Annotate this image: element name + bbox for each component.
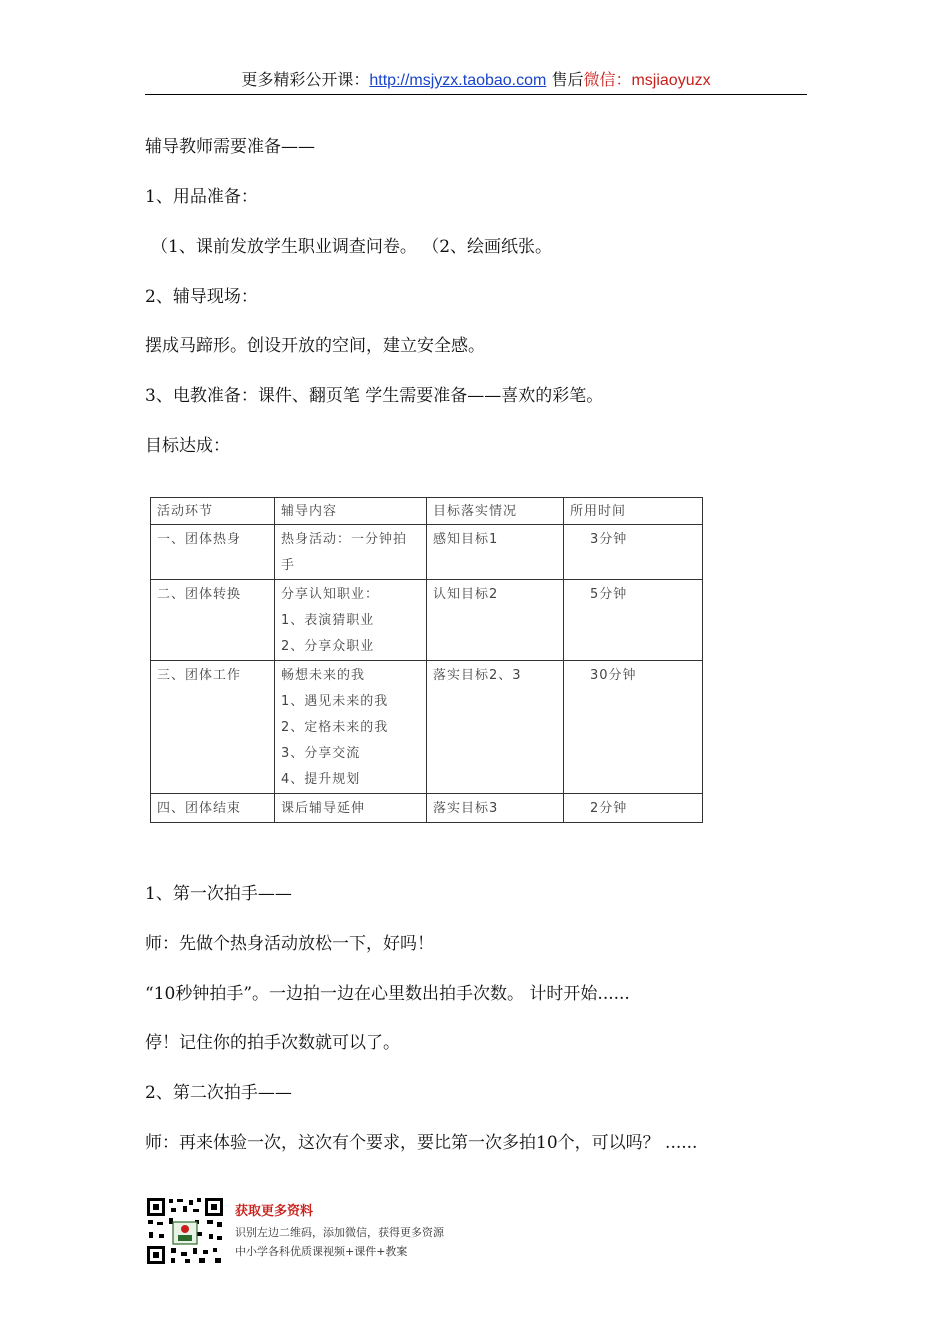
content-line: 1、遇见未来的我 xyxy=(281,694,389,709)
table-row xyxy=(151,661,703,794)
stage-cell: 一、团体热身 xyxy=(151,525,275,580)
venue-heading: 2、辅导现场： xyxy=(145,287,258,307)
goal-cell: 落实目标2、3 xyxy=(427,661,564,794)
shop-link[interactable]: http://msjyzx.taobao.com xyxy=(369,72,547,89)
header-cell: 辅导内容 xyxy=(275,498,427,525)
goal-cell: 落实目标3 xyxy=(427,794,564,823)
page-header xyxy=(145,66,807,95)
header-prefix: 更多精彩公开课： xyxy=(241,70,370,89)
venue-detail: 摆成马蹄形。创设开放的空间，建立安全感。 xyxy=(145,336,485,356)
footer-promo xyxy=(145,1196,565,1266)
content-cell xyxy=(275,525,427,580)
time-cell: 3分钟 xyxy=(564,525,703,580)
content-line: 课后辅导延伸 xyxy=(281,801,366,816)
content-line: 4、提升规划 xyxy=(281,772,361,787)
activity-table xyxy=(150,497,703,823)
content-line: 畅想未来的我 xyxy=(281,668,366,683)
stop-line: 停！记住你的拍手次数就可以了。 xyxy=(145,1033,400,1053)
content-line: 1、表演猜职业 xyxy=(281,613,375,628)
time-cell: 30分钟 xyxy=(564,661,703,794)
footer-line-2: 中小学各科优质课视频+课件+教案 xyxy=(235,1245,408,1258)
footer-line-1: 识别左边二维码，添加微信，获得更多资源 xyxy=(235,1226,444,1239)
qr-code-icon[interactable] xyxy=(145,1196,225,1266)
first-clap-heading: 1、第一次拍手—— xyxy=(145,884,292,904)
content-line: 手 xyxy=(281,558,296,573)
teacher-line-2: 师：再来体验一次，这次有个要求，要比第一次多拍10个，可以吗？ ...... xyxy=(145,1133,698,1153)
stage-cell: 三、团体工作 xyxy=(151,661,275,794)
table-header-row xyxy=(151,498,703,525)
content-cell xyxy=(275,580,427,661)
wechat-id: msjiaoyuzx xyxy=(631,72,711,89)
table-row xyxy=(151,794,703,823)
header-middle: 售后 xyxy=(546,70,584,89)
content-line: 2、分享众职业 xyxy=(281,639,375,654)
header-cell: 目标落实情况 xyxy=(427,498,564,525)
goal-cell: 感知目标1 xyxy=(427,525,564,580)
content-line: 分享认知职业： xyxy=(281,587,380,602)
stage-cell: 四、团体结束 xyxy=(151,794,275,823)
footer-title: 获取更多资料 xyxy=(235,1204,314,1219)
stage-cell: 二、团体转换 xyxy=(151,580,275,661)
teacher-line-1: 师：先做个热身活动放松一下，好吗！ xyxy=(145,934,434,954)
table-row xyxy=(151,525,703,580)
av-prep: 3、电教准备：课件、翻页笔 学生需要准备——喜欢的彩笔。 xyxy=(145,386,604,406)
table-row xyxy=(151,580,703,661)
content-cell xyxy=(275,661,427,794)
time-cell: 2分钟 xyxy=(564,794,703,823)
content-line: 2、定格未来的我 xyxy=(281,720,389,735)
goal-cell: 认知目标2 xyxy=(427,580,564,661)
content-line: 3、分享交流 xyxy=(281,746,361,761)
goals-heading: 目标达成： xyxy=(145,436,230,456)
second-clap-heading: 2、第二次拍手—— xyxy=(145,1083,292,1103)
header-cell: 所用时间 xyxy=(564,498,703,525)
content-cell xyxy=(275,794,427,823)
content-line: 热身活动：一分钟拍 xyxy=(281,532,408,547)
supplies-detail: （1、课前发放学生职业调查问卷。 （2、绘画纸张。 xyxy=(151,237,553,257)
wechat-label: 微信： xyxy=(583,70,632,89)
header-cell: 活动环节 xyxy=(151,498,275,525)
supplies-heading: 1、用品准备： xyxy=(145,187,258,207)
teacher-prep-heading: 辅导教师需要准备—— xyxy=(145,137,315,157)
time-cell: 5分钟 xyxy=(564,580,703,661)
clap-instruction: “10秒钟拍手”。一边拍一边在心里数出拍手次数。 计时开始...... xyxy=(145,984,630,1004)
